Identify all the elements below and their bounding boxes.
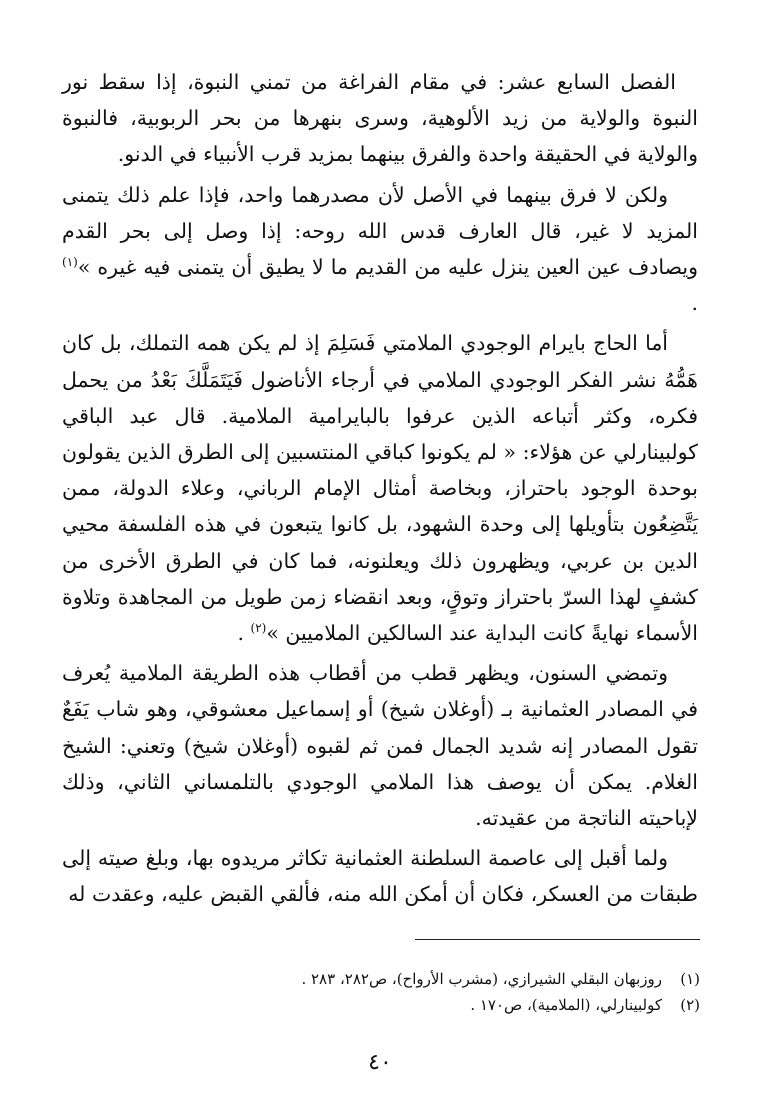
main-text [62,64,698,913]
footnote-number: (٢) [680,996,700,1014]
paragraph-chapter-17 [62,64,698,173]
footnote-text: كولبينارلي، (الملامية)، ص١٧٠ . [470,996,662,1014]
paragraph-no-difference [62,177,698,322]
footnote-reference[interactable]: (١) [62,255,78,270]
footnote-text: روزبهان البقلي الشيرازي، (مشرب الأرواح)، ص٢٨٢، ٢٨٣ . [301,970,662,988]
paragraph-text: الفصل السابع عشر: في مقام الفراغة من تمني النبوة، إذا سقط نور النبوة والولاية من زيد الألوهية، وسرى بنهرها من بحر الربوبية، فالنبوة والولاية في الحقيقة واحدة والفرق بينهما بمزيد قرب الأنبياء في الدنو. [62,70,698,167]
footnotes [62,966,700,1018]
paragraph-capital [62,840,698,912]
page-body [62,64,698,917]
paragraph-tail: . [691,291,698,316]
page-number: ٤٠ [368,1050,392,1075]
footnote-item [62,992,700,1018]
footnote-reference[interactable]: (٢) [250,621,267,636]
footnote-divider [415,939,700,940]
paragraph-text: ولكن لا فرق بينهما في الأصل لأن مصدرهما واحد، فإذا علم ذلك يتمنى المزيد لا غير، قال العارف قدس الله روحه: إذا وصل إلى بحر القدم ويصادف عين العين ينزل عليه من القديم ما لا يطيق أن يتمنى فيه غيره » [62,182,698,280]
footnote-number: (١) [680,970,700,988]
paragraph-tail: . [237,621,251,646]
paragraph-oghlan-sheikh [62,655,698,836]
paragraph-text: وتمضي السنون، ويظهر قطب من أقطاب هذه الطريقة الملامية يُعرف في المصادر العثمانية بـ (أوغلان شيخ) أو إسماعيل معشوقي، وهو شاب يَفَعٌ تقول المصادر إنه شديد الجمال فمن ثم لقبوه (أوغلان شيخ) وتعني: الشيخ الغلام. يمكن أن يوصف هذا الملامي الوجودي بالتلمساني الثاني، وذلك لإباحيته الناتجة من عقيدته. [62,661,698,831]
paragraph-text: ولما أقبل إلى عاصمة السلطنة العثمانية تكاثر مريدوه بها، وبلغ صيته إلى طبقات من العسكر، فكان أن أمكن الله منه، فألقي القبض عليه، وعقدت له [62,846,698,907]
footnote-item [62,966,700,992]
paragraph-text: أما الحاج بايرام الوجودي الملامتي فَسَلِمَ إذ لم يكن همه التملك، بل كان هَمُّهُ نشر الفكر الوجودي الملامي في أرجاء الأناضول فَيَتَمَلَّكَ بَعْدُ من يحمل فكره، وكثر أتباعه الذين عرفوا بالبايرامية الملامية. قال عبد الباقي كولبينارلي عن هؤلاء: « لم يكونوا كباقي المنتسبين إلى الطرق الذين يقولون بوحدة الوجود باحتراز، وبخاصة أمثال الإمام الرباني، وعلاء الدولة، ممن يَتَّضِعُون بتأويلها إلى وحدة الشهود، بل كانوا يتبعون في هذه الفلسفة محيي الدين بن عربي، ويظهرون ذلك ويعلنونه، فما كان في الطرق الأخرى من كشفٍ لهذا السرّ باحتراز وتوقٍ، وبعد انقضاء زمن طويل من المجاهدة وتلاوة الأسماء نهايةً كانت البداية عند السالكين الملاميين » [62,331,698,646]
paragraph-bayram [62,325,698,651]
